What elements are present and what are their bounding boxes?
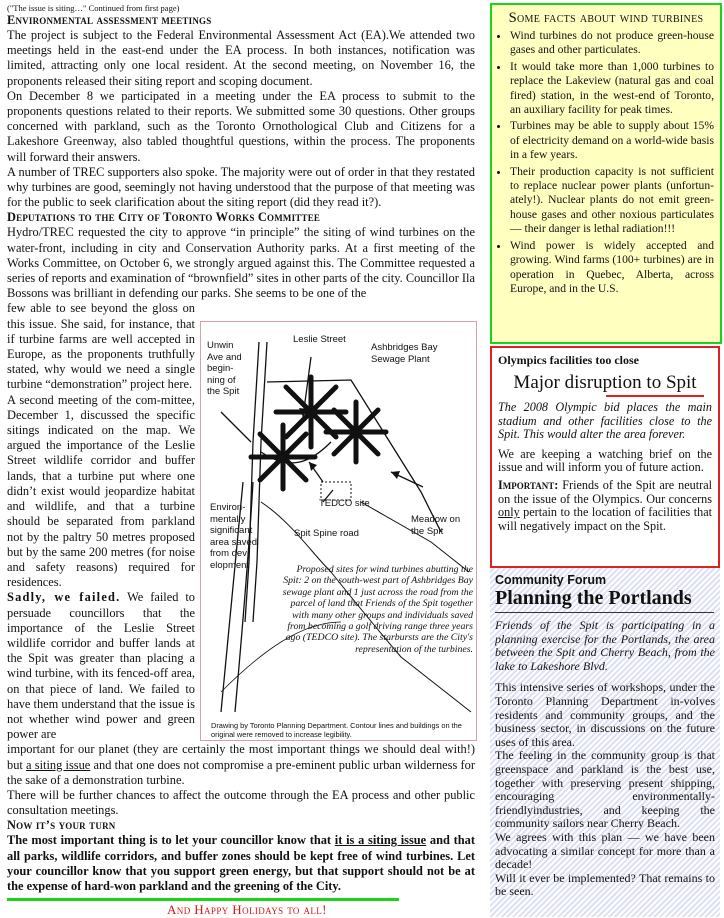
deputations-paragraph-1-continued: few able to see beyond the gloss on this issue. She said, for instance, that if turbine farms are well accepted in Europe, as the proponents truthfully stated, why would we need a single turbine “demonstration” project here.	[7, 301, 195, 392]
ea-paragraph-2: On December 8 we participated in a meeting under the EA process to submit to the proponents questions related to their reports. We submitted some 30 questions. Other groups concerned with parkland, such as the Toronto Ornothological Club and Citizens for a Lakeshore Greenway, also tabled thoughtful questions, within the process. The proponents will forward their answers.	[7, 88, 475, 164]
forum-intro: Friends of the Spit is participating in a planning exercise for the Portlands, the area between the Spit and Cherry Beach, from the lake to Lakeshore Blvd.	[495, 618, 715, 673]
forum-paragraph-3: We agrees with this plan — we have been advocating a similar concept for more than a decade!	[495, 829, 715, 872]
only-underlined: only	[498, 505, 520, 520]
forum-paragraph-2: The feeling in the community group is that greenspace and parkland is the best use, together with preserving present shipping, encouraging environmentally-friendlyindustries, and keeping the community sailors near Cherry Beach.	[495, 748, 715, 831]
facts-title: Some facts about wind turbines	[508, 10, 704, 26]
tedco-label: TEDCO site	[319, 498, 370, 509]
olympics-important	[498, 479, 712, 533]
community-forum-box	[490, 568, 720, 917]
spine-road-label: Spit Spine road	[294, 528, 359, 539]
sadly-paragraph	[7, 590, 195, 742]
sadly-cont-b: and that one does not compromise a pre-eminent public urban wilderness for the sake of a demonstration turbine.	[7, 757, 475, 787]
turn-text-a: The most important thing is to let your councillor know that	[7, 833, 335, 848]
turn-heading: Now it’s your turn	[7, 818, 116, 833]
map-credit: Drawing by Toronto Planning Department. Contour lines and buildings on the original were removed to increase legibility.	[211, 721, 462, 739]
sadly-text: We failed to persuade councillors that the importance of the Leslie Street wildlife corridor and buffer lands at the Spit was greater than placing a wind turbine, with its fenced-off area, on that piece of land. We failed to have them understand that the issue is not whether wind power and green power are	[7, 590, 195, 742]
important-lead: Important:	[498, 477, 559, 492]
holiday-greeting: And Happy Holidays to all!	[167, 902, 327, 917]
forum-rule	[495, 612, 714, 613]
fact-item: • Wind turbines do not produce green-house gases and other particulates.	[510, 29, 714, 58]
important-text-b: pertain to the location of facilities that will negatively impact on the Spit.	[498, 505, 712, 533]
siting-issue-emphasis: it is a siting issue	[334, 833, 427, 848]
sadly-cont-a: important for our planet (they are certainly the most important things we should deal with!) but	[7, 742, 475, 772]
ashbridges-label: Ashbridges Bay Sewage Plant	[371, 342, 438, 365]
wind-facts-box	[490, 3, 722, 344]
ea-paragraph-1: The project is subject to the Federal Environmental Assessment Act (EA).We attended two meetings held in the east-end under the EA process. In both instances, notification was limited, attracting only one local resident. At the second meeting, on November 16, the proponents released their siting report and scoping document.	[7, 28, 475, 88]
olympics-rule	[606, 395, 704, 397]
turbine-site-map	[200, 321, 477, 741]
sadly-lead: Sadly, we failed.	[7, 590, 121, 605]
forum-supertitle: Community Forum	[495, 573, 607, 587]
map-caption: Proposed sites for wind turbines abutting the Spit: 2 on the south-west part of Ashbridges Bay sewage plant and 1 just across the road from the parcel of land that Friends of the Spit together with many other groups and individuals saved from becoming a golf driving range three years ago (TEDCO site). The starbursts are the City's representation of the turbines.	[282, 564, 473, 655]
fact-item: • It would take more than 1,000 turbines to replace the Lakeview (natural gas and coal fired) station, in the west-end of Toronto, an auxiliary facility for peak times.	[510, 60, 714, 118]
meadow-label: Meadow on the Spit	[411, 514, 461, 537]
olympics-intro: The 2008 Olympic bid places the main stadium and other facilities close to the Spit. This would alter the area forever.	[498, 400, 712, 442]
olympics-box	[490, 346, 720, 568]
fact-item: • Wind power is widely accepted and growing. Wind farms (100+ turbines) are in operation in Quebec, Alberta, across Europe, and in the U.S.	[510, 239, 714, 297]
fact-item: • Turbines may be able to supply about 15% of electricity demand on a world-wide basis in a few years.	[510, 119, 714, 162]
olympics-title: Major disruption to Spit	[513, 372, 697, 393]
facts-list	[492, 29, 720, 296]
environment-area-label: Environ- mentally significant area saved from dev- elopment	[210, 502, 258, 571]
continued-note: ("The issue is siting…" Continued from first page)	[7, 3, 180, 13]
olympics-paragraph: We are keeping a watching brief on the issue and will inform you of future action.	[498, 446, 712, 475]
green-divider	[7, 898, 399, 901]
olympics-supertitle: Olympics facilities too close	[498, 353, 639, 367]
ea-heading: Environmental assessment meetings	[7, 13, 212, 27]
turn-paragraph	[7, 833, 475, 894]
turn-text-b: and that all parks, wildlife corridors, and buffer zones should be kept free of wind turbines. Let your councillor know that you support green energy, but that support should not be at the expense of hard-won parkland and the greening of the City.	[7, 833, 475, 893]
ea-paragraph-3: A number of TREC supporters also spoke. The majority were out of order in that they restated why turbines are good, seemingly not having understood that the purpose of that meeting was for the public to seek clarification about the siting report (did they read it?).	[7, 164, 475, 210]
deputations-paragraph-1: Hydro/TREC requested the city to approve “in principle” the siting of wind turbines on the water-front, including in city and Conservation Authority parks. At a first meeting of the Works Committee, on October 6, we strongly argued against this. The Committee requested a series of reports and examination of “brownfield” sites in other parts of the city. Councillor Ila Bossons was brilliant in defending our parks. She seems to be one of the	[7, 225, 475, 301]
forum-paragraph-1: This intensive series of workshops, under the Toronto Planning Department in-volves residents and community groups, and the business sector, in discussions on the future uses of this area.	[495, 680, 715, 749]
unwin-label: Unwin Ave and begin- ning of the Spit	[207, 340, 242, 397]
deputations-heading: Deputations to the City of Toronto Works Committee	[7, 210, 321, 225]
important-text-a: Friends of the Spit are neutral on the issue of the Olympics. Our concerns	[498, 477, 712, 506]
deputations-paragraph-3: There will be further chances to affect the outcome through the EA process and other public consultation meetings.	[7, 787, 475, 818]
sadly-paragraph-continued	[7, 742, 475, 788]
forum-title: Planning the Portlands	[495, 587, 692, 609]
forum-paragraph-4: Will it ever be implemented? That remains to be seen.	[495, 870, 715, 899]
fact-item: • Their production capacity is not sufficient to replace nuclear power plants (unfortun-ately!). Nuclear plants do not emit green-house gases and other noxious particulates — their danger is lethal radiation!!!	[510, 165, 714, 237]
leslie-street-label: Leslie Street	[293, 334, 346, 345]
deputations-paragraph-2: A second meeting of the com-mittee, December 1, discussed the specific sitings indicated on the map. We argued the importance of the Leslie Street wildlife corridor and buffer lands, that a turbine put where one didn’t exist would jeopardize habitat and wildlife, and that a turbine should be separated from parkland not by the paltry 50 metres proposed but by the same 200 metres (for noise and safety reasons) required for residences.	[7, 392, 195, 590]
siting-issue-underlined: a siting issue	[26, 757, 91, 772]
